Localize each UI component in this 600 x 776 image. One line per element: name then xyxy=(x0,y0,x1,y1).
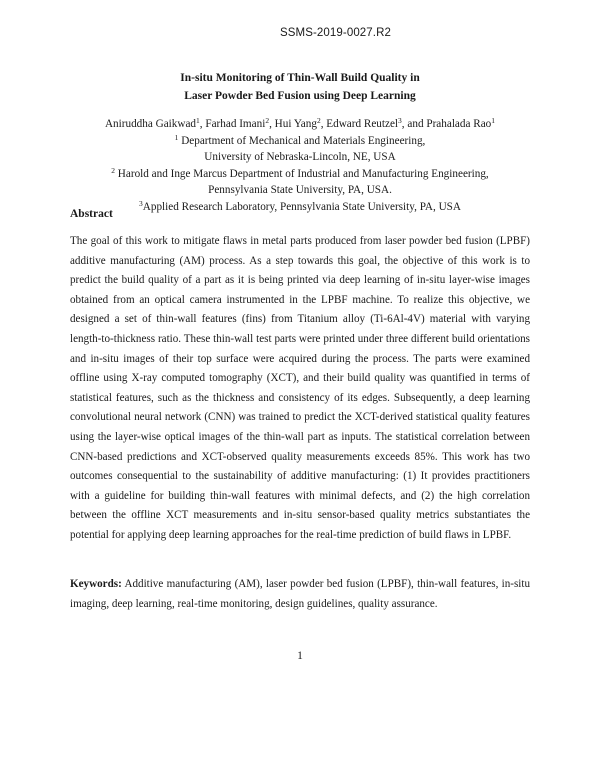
title-line-1: In-situ Monitoring of Thin-Wall Build Quality in xyxy=(180,72,420,84)
manuscript-id: SSMS-2019-0027.R2 xyxy=(279,27,391,39)
page-number: 1 xyxy=(297,650,303,662)
affiliation-marker: 3 xyxy=(398,116,402,125)
author-list xyxy=(0,116,600,133)
affiliation-number: 3 xyxy=(139,198,143,208)
author-block xyxy=(0,116,600,216)
affiliation-marker: 1 xyxy=(196,116,200,125)
keywords-label: Keywords: xyxy=(70,578,122,590)
author-name: Prahalada Rao xyxy=(426,118,492,130)
abstract-text: The goal of this work to mitigate flaws in metal parts produced from laser powder bed fusion (LPBF) additive manufacturing (AM) process. As a step towards this goal, the objective of this work is to predict the build quality of a part as it is being printed via deep learning of in-situ layer-wise images obtained from an optical camera instrumented in the LPBF machine. To realize this objective, we designed a set of thin-wall features (fins) from Titanium alloy (Ti-6Al-4V) material with varying length-to-thickness ratio. These thin-wall test parts were printed under three different build orientations and in-situ images of their top surface were acquired during the process. The parts were examined offline using X-ray computed tomography (XCT), and their build quality was quantified in terms of statistical features, such as the thickness and consistency of its edges. Subsequently, a deep learning convolutional neural network (CNN) was trained to predict the XCT-derived statistical quality features using the layer-wise optical images of the thin-wall part as inputs. The statistical correlation between CNN-based predictions and XCT-observed quality measurements exceeds 85%. This work has two outcomes consequential to the sustainability of additive manufacturing: (1) It provides practitioners with a guideline for building thin-wall features with minimal defects, and (2) the high correlation between the offline XCT measurements and in-situ sensor-based quality metrics substantiates the potential for applying deep learning approaches for the real-time prediction of build flaws in LPBF. xyxy=(70,235,530,541)
author-separator: , xyxy=(269,118,275,130)
author-name: Hui Yang xyxy=(274,118,317,130)
title-line-2: Laser Powder Bed Fusion using Deep Learning xyxy=(184,90,416,102)
keywords-paragraph xyxy=(70,575,530,614)
affiliation-1-line-2: University of Nebraska-Lincoln, NE, USA xyxy=(204,151,396,164)
affiliation-number: 1 xyxy=(174,132,179,142)
affiliation-2 xyxy=(0,166,600,183)
abstract-heading: Abstract xyxy=(70,208,113,220)
author-name: Farhad Imani xyxy=(205,118,266,130)
affiliation-text: Applied Research Laboratory, Pennsylvania State University, PA, USA xyxy=(142,200,461,213)
affiliation-text: Department of Mechanical and Materials Engineering, xyxy=(178,134,426,147)
paper-title xyxy=(0,69,600,105)
author-separator: , xyxy=(320,118,327,130)
author-name: Edward Reutzel xyxy=(326,118,399,130)
affiliation-marker: 2 xyxy=(316,116,321,125)
affiliation-1 xyxy=(0,133,600,150)
affiliation-2-line-2: Pennsylvania State University, PA, USA. xyxy=(208,184,392,197)
keywords-text: Additive manufacturing (AM), laser powder bed fusion (LPBF), thin-wall features, in-situ imaging, deep learning, real-time monitoring, design guidelines, quality assurance. xyxy=(70,578,530,610)
author-name: Aniruddha Gaikwad xyxy=(104,118,196,130)
author-separator: , xyxy=(199,118,206,130)
affiliation-text: Harold and Inge Marcus Department of Industrial and Manufacturing Engineering, xyxy=(115,167,489,180)
author-separator: , and xyxy=(401,118,427,130)
affiliation-marker: 2 xyxy=(265,116,270,125)
affiliation-marker: 1 xyxy=(491,116,496,125)
affiliation-number: 2 xyxy=(111,165,115,175)
